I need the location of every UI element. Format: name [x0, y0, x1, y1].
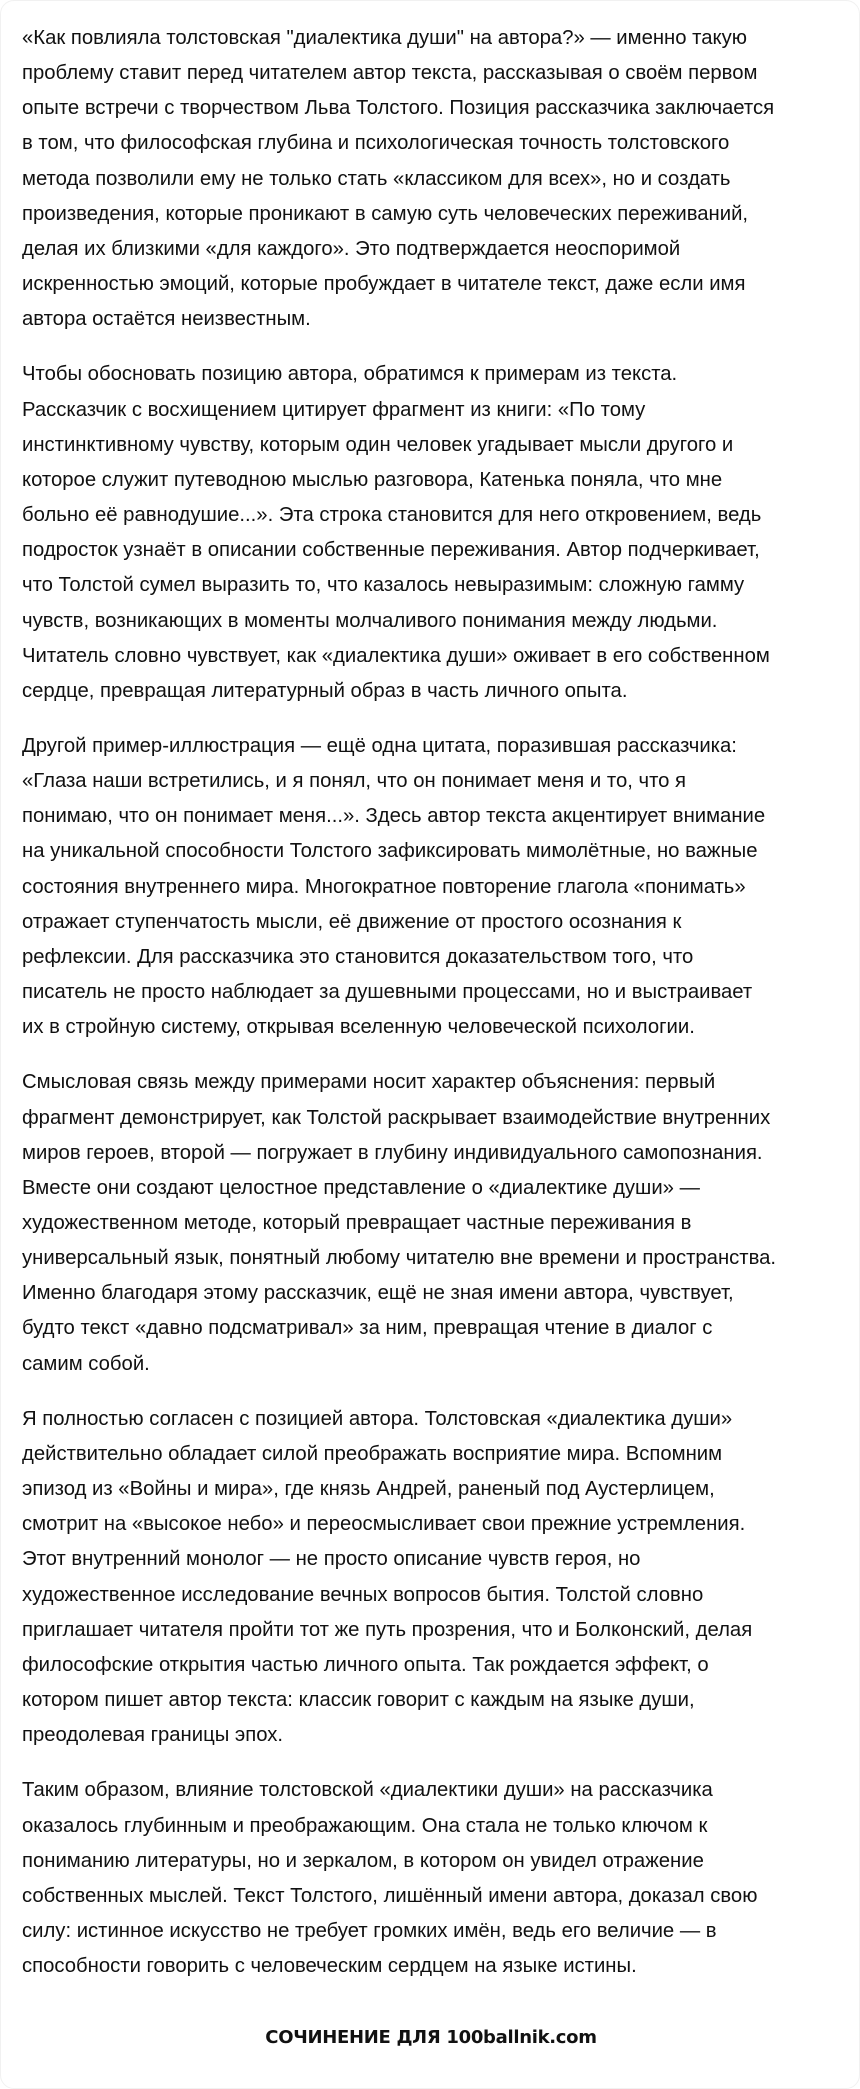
text-line: пониманию литературы, но и зеркалом, в котором он увидел отражение — [22, 1849, 704, 1872]
text-line: собственных мыслей. Текст Толстого, лишённый имени автора, доказал свою — [22, 1884, 758, 1907]
text-line: оказалось глубинным и преображающим. Она стала не только ключом к — [22, 1814, 708, 1837]
text-line: делая их близкими «для каждого». Это подтверждается неоспоримой — [22, 237, 681, 260]
text-line: «Как повлияла толстовская "диалектика души" на автора?» — именно такую — [22, 27, 747, 49]
text-line: Вместе они создают целостное представление о «диалектике души» — — [22, 1176, 700, 1199]
paragraph-connection — [22, 1065, 857, 1381]
text-line: миров героев, второй — погружает в глубину индивидуального самопознания. — [22, 1141, 763, 1164]
text-line: котором пишет автор текста: классик говорит с каждым на языке души, — [22, 1689, 695, 1712]
text-line: Чтобы обосновать позицию автора, обратимся к примерам из текста. — [22, 363, 678, 386]
text-line: в том, что философская глубина и психологическая точность толстовского — [22, 132, 730, 155]
text-line: Читатель словно чувствует, как «диалектика души» оживает в его собственном — [22, 644, 770, 667]
text-line: метода позволили ему не только стать «классиком для всех», но и создать — [22, 167, 731, 190]
text-line: рефлексии. Для рассказчика это становится доказательством того, что — [22, 945, 694, 968]
text-line: которое служит путеводною мыслью разговора, Катенька поняла, что мне — [22, 468, 723, 491]
text-line: понимаю, что он понимает меня...». Здесь автор текста акцентирует внимание — [22, 805, 766, 828]
text-line: их в стройную систему, открывая вселенную человеческой психологии. — [22, 1016, 695, 1039]
text-line: художественное исследование вечных вопросов бытия. Толстой словно — [22, 1583, 704, 1606]
text-line: «Глаза наши встретились, и я понял, что он понимает меня и то, что я — [22, 770, 687, 793]
text-line: искренностью эмоций, которые пробуждает в читателе текст, даже если имя — [22, 273, 746, 296]
paragraph-example-2 — [22, 729, 857, 1045]
text-line: подросток узнаёт в описании собственные переживания. Автор подчеркивает, — [22, 539, 760, 562]
text-line: писатель не просто наблюдает за душевными процессами, но и выстраивает — [22, 981, 753, 1004]
text-line: больно её равнодушие...». Эта строка становится для него откровением, ведь — [22, 504, 762, 527]
paragraph-opinion — [22, 1402, 857, 1754]
watermark-footer: СОЧИНЕНИЕ ДЛЯ 100ballnik.com — [265, 2027, 597, 2048]
paragraph-example-1 — [22, 357, 857, 709]
text-line: способности говорить с человеческим сердцем на языке истины. — [22, 1955, 637, 1978]
text-line: Я полностью согласен с позицией автора. Толстовская «диалектика души» — [22, 1407, 733, 1430]
text-line: самим собой. — [22, 1352, 150, 1375]
text-line: приглашает читателя пройти тот же путь прозрения, что и Болконский, делая — [22, 1618, 753, 1641]
text-line: будто текст «давно подсматривал» за ним, превращая чтение в диалог с — [22, 1317, 713, 1340]
text-line: состояния внутреннего мира. Многократное повторение глагола «понимать» — [22, 875, 746, 898]
text-line: Рассказчик с восхищением цитирует фрагмент из книги: «По тому — [22, 398, 646, 421]
text-line: автора остаётся неизвестным. — [22, 308, 311, 331]
text-line: отражает ступенчатость мысли, её движение от простого осознания к — [22, 910, 682, 933]
essay-body — [22, 21, 857, 2004]
text-line: философские открытия частью личного опыта. Так рождается эффект, о — [22, 1653, 709, 1676]
text-line: сердце, превращая литературный образ в часть личного опыта. — [22, 679, 628, 702]
text-line: Именно благодаря этому рассказчик, ещё не зная имени автора, чувствует, — [22, 1282, 734, 1305]
text-line: проблему ставит перед читателем автор текста, рассказывая о своём первом — [22, 62, 758, 85]
text-line: Другой пример-иллюстрация — ещё одна цитата, поразившая рассказчика: — [22, 734, 737, 757]
text-line: что Толстой сумел выразить то, что казалось невыразимым: сложную гамму — [22, 574, 745, 597]
text-line: чувств, возникающих в моменты молчаливого понимания между людьми. — [22, 609, 718, 632]
text-line: Таким образом, влияние толстовской «диалектики души» на рассказчика — [22, 1779, 713, 1802]
text-line: опыте встречи с творчеством Льва Толстого. Позиция рассказчика заключается — [22, 97, 775, 120]
paragraph-conclusion — [22, 1773, 857, 1984]
text-line: Смысловая связь между примерами носит характер объяснения: первый — [22, 1071, 716, 1094]
text-line: на уникальной способности Толстого зафиксировать мимолётные, но важные — [22, 840, 758, 863]
text-line: действительно обладает силой преображать восприятие мира. Вспомним — [22, 1442, 723, 1465]
paragraph-intro — [22, 21, 857, 337]
text-line: эпизод из «Войны и мира», где князь Андрей, раненый под Аустерлицем, — [22, 1478, 715, 1501]
text-line: Этот внутренний монолог — не просто описание чувств героя, но — [22, 1548, 641, 1571]
text-line: силу: истинное искусство не требует громких имён, ведь его величие — в — [22, 1919, 717, 1942]
text-line: универсальный язык, понятный любому читателю вне времени и пространства. — [22, 1247, 777, 1270]
text-line: художественном методе, который превращает частные переживания в — [22, 1212, 692, 1234]
text-line: преодолевая границы эпох. — [22, 1724, 284, 1747]
text-line: инстинктивному чувству, которым один человек угадывает мысли другого и — [22, 433, 734, 456]
text-line: смотрит на «высокое небо» и переосмысливает свои прежние устремления. — [22, 1513, 746, 1536]
text-line: фрагмент демонстрирует, как Толстой раскрывает взаимодействие внутренних — [22, 1106, 771, 1129]
text-line: произведения, которые проникают в самую суть человеческих переживаний, — [22, 202, 749, 225]
